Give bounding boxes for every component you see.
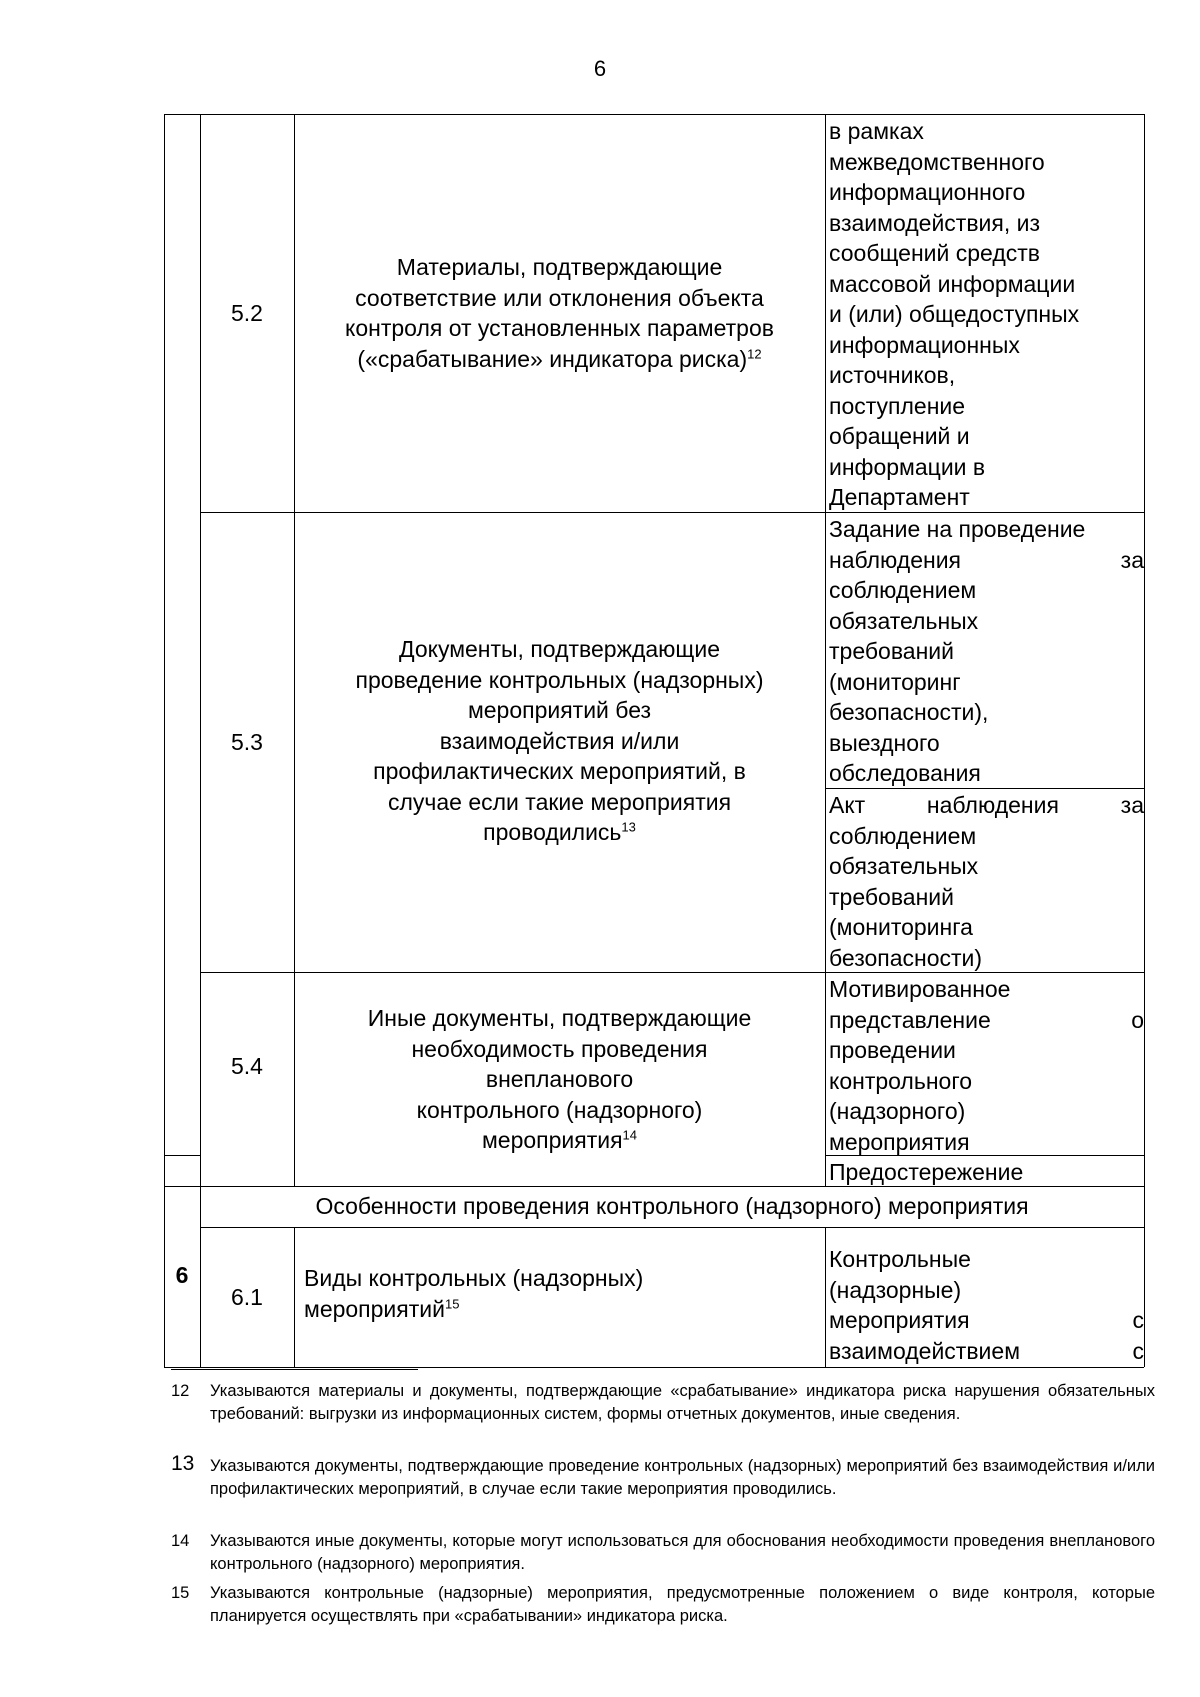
- table-border-top: [164, 114, 1144, 115]
- footnote-ref-15[interactable]: 15: [444, 1295, 460, 1311]
- table-border-bottom: [164, 1367, 1144, 1368]
- col-divider-value-6: [825, 1227, 826, 1367]
- row-divider-6-header: [200, 1227, 1144, 1228]
- page-number: 6: [593, 56, 607, 81]
- row-doc-5-4-warning: Предостережение: [829, 1159, 1024, 1185]
- row-divider-extra-left: [164, 1155, 200, 1156]
- footnote-12: 12 Указываются материалы и документы, подтверждающие «срабатывание» индикатора риска нарушения обязательных требований: выгрузки из информационных систем, формы отчетных документов, иные сведения.: [171, 1382, 1155, 1423]
- table-border-right: [1144, 114, 1145, 1367]
- row-title-5-2: Материалы, подтверждающие соответствие или отклонения объекта контроля от установленных параметров («срабатывание» индикатора риска)$^{12}$: [345, 254, 774, 372]
- footnote-13: 13 Указываются документы, подтверждающие проведение контрольных (надзорных) мероприятий без взаимодействия и/или профилактических мероприятий, в случае если такие мероприятия проводились.: [171, 1452, 1155, 1498]
- table-border-left: [164, 114, 165, 1367]
- row-title-5-3: Документы, подтверждающие проведение контрольных (надзорных) мероприятий без взаимодействия и/или профилактических мероприятий, в случае если такие мероприятия проводились$^{13}$: [355, 636, 764, 845]
- footnote-separator: [171, 1369, 418, 1370]
- row-value-6-1: Контрольные (надзорные) мероприятия с взаимодействием с: [829, 1246, 1144, 1364]
- footnote-15: 15 Указываются контрольные (надзорные) мероприятия, предусмотренные положением о виде контроля, которые планируется осуществлять при «срабатывании» индикатора риска.: [171, 1584, 1155, 1625]
- col-divider-title: [294, 114, 295, 1186]
- justified-line: наблюдения за: [829, 546, 1144, 573]
- footnote-ref-14[interactable]: 14: [622, 1127, 638, 1143]
- row-doc-5-3-task: Задание на проведение наблюдения за соблюдением обязательных требований (мониторинг безопасности), выездного обследования: [829, 516, 1144, 786]
- row-number-5-3: 5.3: [231, 729, 263, 755]
- section-number-6: 6: [175, 1262, 189, 1288]
- row-source-5-2: в рамках межведомственного информационного взаимодействия, из сообщений средств массовой информации и (или) общедоступных информационных источников, поступление обращений и информации в Департамент: [829, 118, 1080, 510]
- footnote-ref-13[interactable]: 13: [621, 819, 636, 835]
- footnote-14: 14 Указываются иные документы, которые могут использоваться для обоснования необходимости проведения внепланового контрольного (надзорного) мероприятия.: [171, 1532, 1155, 1573]
- row-title-6-1: Виды контрольных (надзорных) мероприятий$^{15}$: [304, 1265, 644, 1322]
- row-title-5-4: Иные документы, подтверждающие необходимость проведения внепланового контрольного (надзорного) мероприятия$^{14}$: [367, 1005, 752, 1153]
- section-header-6: Особенности проведения контрольного (надзорного) мероприятия: [315, 1193, 1029, 1219]
- footnote-ref-12[interactable]: 12: [747, 345, 762, 361]
- col-divider-num: [200, 114, 201, 1186]
- row-number-6-1: 6.1: [231, 1284, 263, 1310]
- col-divider-value: [825, 114, 826, 1186]
- row-doc-5-3-act: Акт наблюдения за соблюдением обязательных требований (мониторинга безопасности): [829, 792, 1144, 971]
- row-doc-5-4-representation: Мотивированное представление о проведении контрольного (надзорного) мероприятия: [829, 976, 1144, 1155]
- row-number-5-4: 5.4: [231, 1053, 263, 1079]
- row-number-5-2: 5.2: [231, 300, 263, 326]
- col-divider-title-6: [294, 1227, 295, 1367]
